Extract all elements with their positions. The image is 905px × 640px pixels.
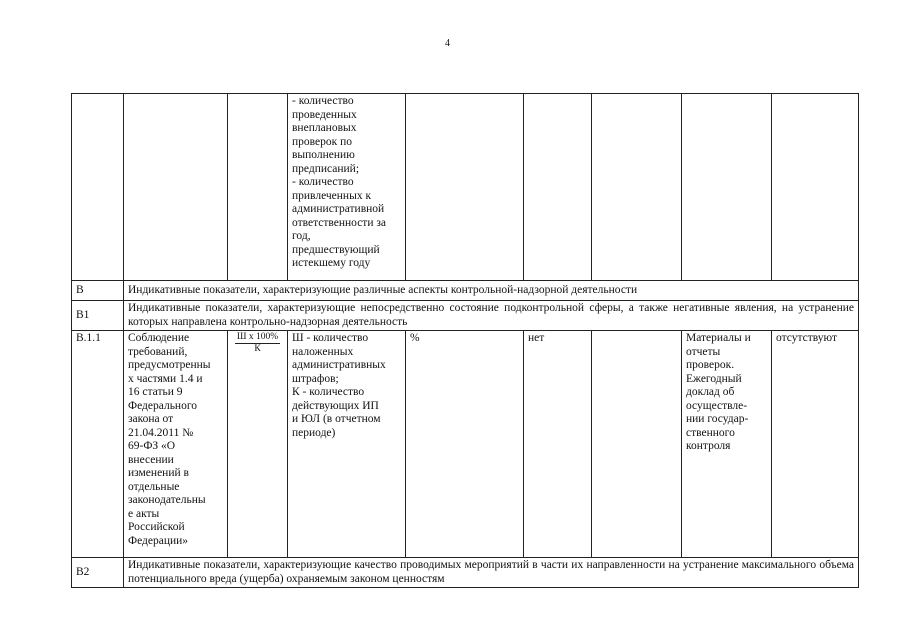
page-number: 4 — [445, 38, 450, 49]
formula-denominator: К — [254, 344, 261, 354]
cell-source: Материалы и отчеты проверок. Ежегодный доклад об осуществле- нии государ- ственного контроля — [682, 331, 772, 558]
cell-formula — [228, 94, 288, 281]
cell-comment: отсутствуют — [772, 331, 859, 558]
section-row-b2 — [72, 558, 859, 588]
section-row-b1 — [72, 301, 859, 331]
section-code: В — [72, 281, 124, 301]
cell-target — [524, 94, 592, 281]
cell-code: В.1.1 — [72, 331, 124, 558]
cell-formula — [228, 331, 288, 558]
section-title: Индикативные показатели, характеризующие различные аспекты контрольной-надзорной деятельности — [124, 281, 859, 301]
section-code: В2 — [72, 558, 124, 588]
cell-target: нет — [524, 331, 592, 558]
table-row-continuation — [72, 94, 859, 281]
cell-formula-description: Ш - количество наложенных административных штрафов; К - количество действующих ИП и ЮЛ (в отчетном периоде) — [288, 331, 406, 558]
cell-code — [72, 94, 124, 281]
cell-comment — [772, 94, 859, 281]
cell-extra — [592, 331, 682, 558]
cell-unit: % — [406, 331, 524, 558]
formula-fraction — [235, 332, 280, 355]
section-code: В1 — [72, 301, 124, 331]
formula-numerator: Ш x 100% — [236, 332, 279, 342]
cell-name — [124, 94, 228, 281]
cell-unit — [406, 94, 524, 281]
section-title: Индикативные показатели, характеризующие непосредственно состояние подконтрольной сферы, а также негативные явления, на устранение которых направлена контрольно-надзорная деятельность — [124, 301, 859, 331]
cell-source — [682, 94, 772, 281]
cell-name: Соблюдение требований, предусмотренны х частями 1.4 и 16 статьи 9 Федерального закона от 21.04.2011 № 69-ФЗ «О внесении изменений в отдельные законодательны е акты Российской Федерации» — [124, 331, 228, 558]
section-row-b — [72, 281, 859, 301]
section-title: Индикативные показатели, характеризующие качество проводимых мероприятий в части их направленности на устранение максимального объема потенциального вреда (ущерба) охраняемым законом ценностям — [124, 558, 859, 588]
indicators-table — [71, 93, 859, 588]
cell-formula-description: - количество проведенных внеплановых проверок по выполнению предписаний; - количество привлеченных к административной ответственности за год, предшествующий истекшему году — [288, 94, 406, 281]
cell-extra — [592, 94, 682, 281]
table-row-b11 — [72, 331, 859, 558]
